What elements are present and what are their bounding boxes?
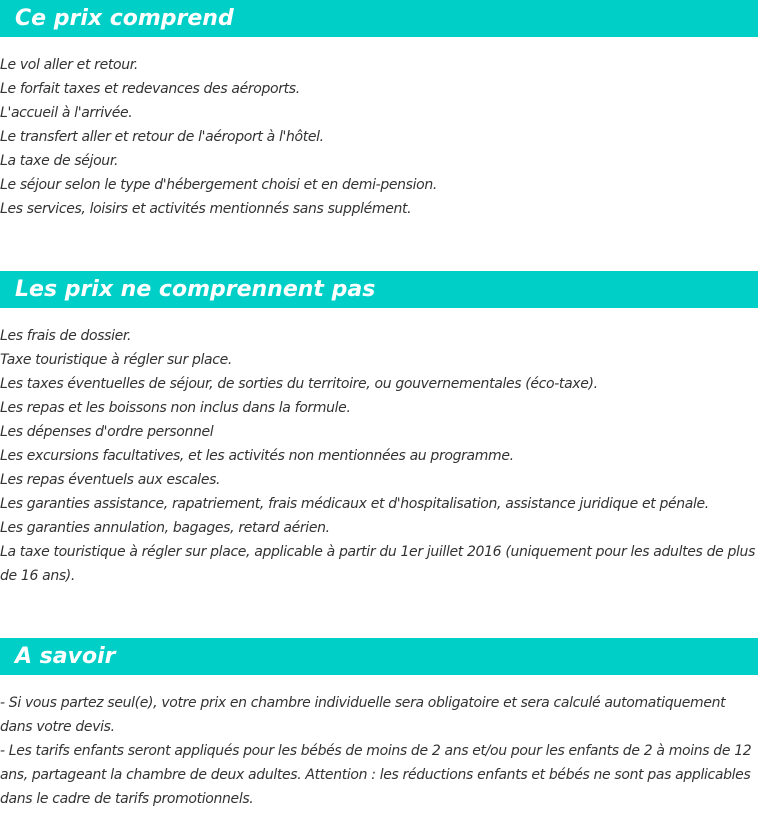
good-to-know-section <box>0 638 758 811</box>
list-item: Les repas éventuels aux escales. <box>0 472 221 488</box>
list-item: L'accueil à l'arrivée. <box>0 105 133 121</box>
list-item: Les garanties annulation, bagages, retard aérien. <box>0 520 330 536</box>
excludes-list <box>0 308 758 588</box>
list-item: Les services, loisirs et activités mentionnés sans supplément. <box>0 201 412 217</box>
list-item: Taxe touristique à régler sur place. <box>0 352 232 368</box>
list-item: Le vol aller et retour. <box>0 57 138 73</box>
list-item: Les dépenses d'ordre personnel <box>0 424 214 440</box>
section-title: Ce prix comprend <box>0 0 758 37</box>
list-item: La taxe touristique à régler sur place, applicable à partir du 1er juillet 2016 (uniquement pour les adultes de plus de 16 ans). <box>0 544 756 584</box>
note-paragraph: - Les tarifs enfants seront appliqués pour les bébés de moins de 2 ans et/ou pour les enfants de 2 à moins de 12 ans, partageant la chambre de deux adultes. Attention : les réductions enfants et bébés ne sont pas applicables dans le cadre de tarifs promotionnels. <box>0 743 752 807</box>
note-paragraph: - Si vous partez seul(e), votre prix en chambre individuelle sera obligatoire et sera calculé automatiquement dans votre devis. <box>0 695 726 735</box>
list-item: Les excursions facultatives, et les activités non mentionnées au programme. <box>0 448 514 464</box>
price-includes-section <box>0 0 758 221</box>
list-item: Les frais de dossier. <box>0 328 132 344</box>
section-title: Les prix ne comprennent pas <box>0 271 758 308</box>
list-item: Le transfert aller et retour de l'aéroport à l'hôtel. <box>0 129 324 145</box>
list-item: Les repas et les boissons non inclus dans la formule. <box>0 400 351 416</box>
list-item: Le séjour selon le type d'hébergement choisi et en demi-pension. <box>0 177 437 193</box>
includes-list <box>0 37 758 221</box>
section-title: A savoir <box>0 638 758 675</box>
price-excludes-section <box>0 271 758 588</box>
list-item: La taxe de séjour. <box>0 153 119 169</box>
notes-body <box>0 675 758 811</box>
list-item: Les taxes éventuelles de séjour, de sorties du territoire, ou gouvernementales (éco-taxe). <box>0 376 598 392</box>
list-item: Le forfait taxes et redevances des aéroports. <box>0 81 300 97</box>
list-item: Les garanties assistance, rapatriement, frais médicaux et d'hospitalisation, assistance juridique et pénale. <box>0 496 709 512</box>
